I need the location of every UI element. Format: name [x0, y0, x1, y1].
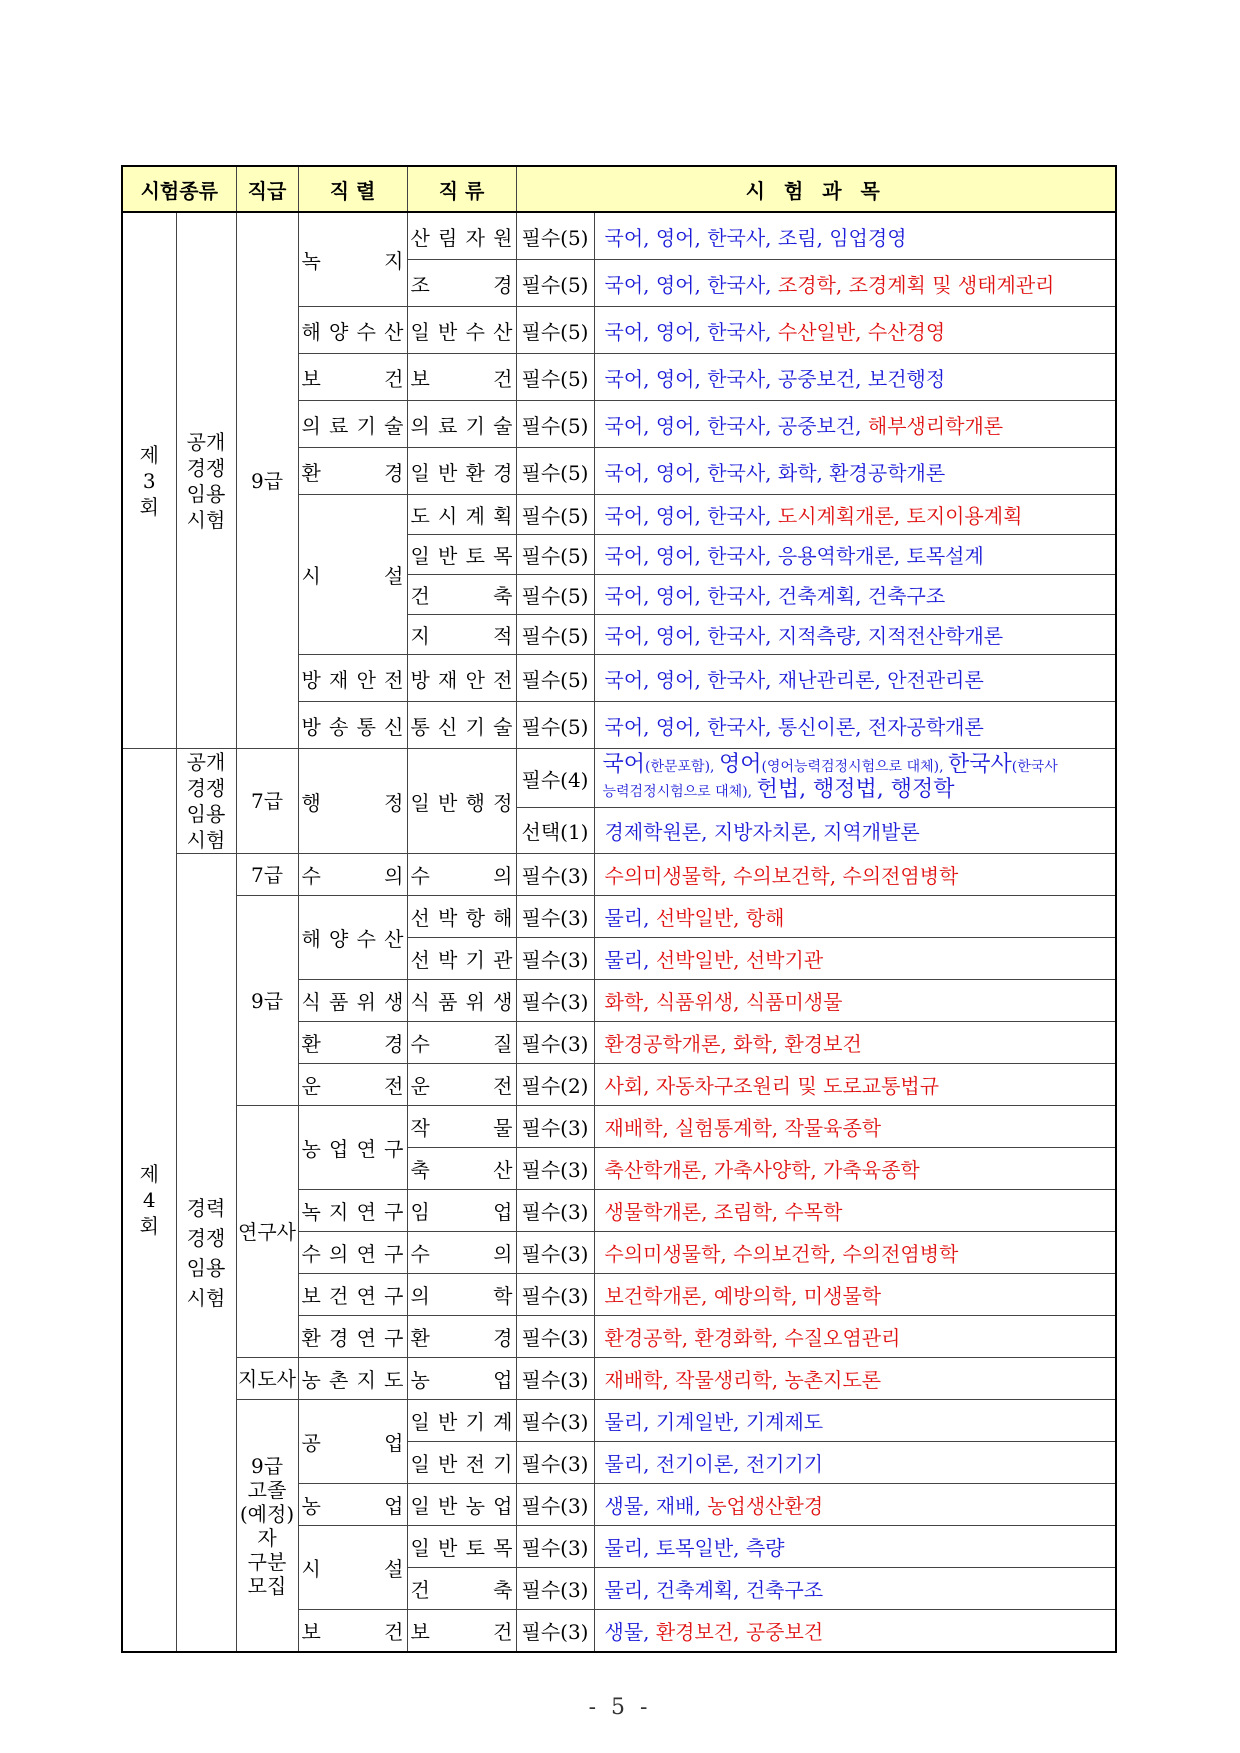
subject-text: 물리, 기계일반, 기계제도 — [604, 1410, 824, 1434]
subjects — [594, 1442, 1116, 1484]
subject-text: 국어, 영어, 한국사, — [604, 272, 778, 297]
subjects — [594, 1064, 1116, 1106]
subject-text: 국어, 영어, 한국사, — [604, 504, 778, 528]
grade-advisor: 지도사 — [236, 1358, 298, 1400]
series-broadcast: 방 송 통 신 — [298, 702, 407, 749]
subjects — [594, 655, 1116, 702]
required-count: 필수(3) — [516, 1316, 594, 1358]
subjects — [594, 401, 1116, 448]
series-facility-hs: 시 설 — [298, 1526, 407, 1610]
required-count: 필수(5) — [516, 354, 594, 401]
job-class: 일 반 토 목 — [407, 1526, 516, 1568]
required-count: 필수(3) — [516, 1274, 594, 1316]
header-series: 직 렬 — [298, 166, 407, 212]
subject-text: 조경학, 조경계획 및 생태계관리 — [777, 272, 1055, 297]
subject-text: 생물, 재배, — [604, 1494, 708, 1518]
grade-researcher: 연구사 — [236, 1106, 298, 1358]
job-class: 보 건 — [407, 354, 516, 401]
subject-text: 물리, 토목일반, 측량 — [604, 1536, 785, 1560]
subject-text: 물리, 전기이론, 전기기기 — [604, 1452, 824, 1476]
table-row — [122, 1106, 1116, 1148]
required-count: 필수(5) — [516, 535, 594, 575]
series-forest: 녹 지 — [298, 212, 407, 307]
job-class: 일 반 토 목 — [407, 535, 516, 575]
subjects — [594, 896, 1116, 938]
subjects — [594, 1526, 1116, 1568]
subjects — [594, 1316, 1116, 1358]
subjects — [594, 980, 1116, 1022]
subject-text: 국어, 영어, 한국사, 화학, 환경공학개론 — [604, 460, 946, 485]
subject-text: 국어, 영어, 한국사, 공중보건, 보건행정 — [604, 366, 946, 391]
table-row — [122, 1358, 1116, 1400]
required-count: 필수(5) — [516, 702, 594, 749]
subjects — [594, 354, 1116, 401]
job-class: 환 경 — [407, 1316, 516, 1358]
required-count: 필수(3) — [516, 1526, 594, 1568]
required-count: 필수(5) — [516, 307, 594, 354]
required-count: 필수(3) — [516, 1232, 594, 1274]
series-agri-research: 농 업 연 구 — [298, 1106, 407, 1190]
subject-text: 국어, 영어, 한국사, 건축계획, 건축구조 — [604, 584, 946, 608]
subject-text: 수의미생물학, 수의보건학, 수의전염병학 — [604, 864, 959, 888]
subject-text: 선박일반, 선박기관 — [655, 948, 824, 972]
job-class: 운 전 — [407, 1064, 516, 1106]
subjects — [594, 1232, 1116, 1274]
exam-type-open-3: 공개 경쟁 임용 시험 — [176, 212, 236, 749]
subject-text: (한문포함), — [645, 759, 719, 776]
exam-type-career: 경력 경쟁 임용 시험 — [176, 854, 236, 1653]
series-food: 식 품 위 생 — [298, 980, 407, 1022]
required-count: 필수(3) — [516, 1400, 594, 1442]
required-count: 필수(5) — [516, 575, 594, 615]
required-count: 필수(3) — [516, 1148, 594, 1190]
subject-text: 재배학, 작물생리학, 농촌지도론 — [604, 1368, 882, 1392]
required-count: 필수(4) — [516, 749, 594, 808]
job-class: 선 박 항 해 — [407, 896, 516, 938]
subjects — [594, 1400, 1116, 1442]
series-health-hs: 보 건 — [298, 1610, 407, 1653]
job-class: 일 반 환 경 — [407, 448, 516, 495]
subject-text: 생물, — [604, 1620, 656, 1644]
subject-text: 보건학개론, 예방의학, 미생물학 — [604, 1284, 882, 1308]
grade-7-career: 7급 — [236, 854, 298, 896]
required-count: 필수(3) — [516, 854, 594, 896]
subject-text: 해부생리학개론 — [867, 413, 1004, 438]
subjects — [594, 535, 1116, 575]
subjects — [594, 212, 1116, 260]
exam-type-open-4: 공개 경쟁 임용 시험 — [176, 749, 236, 854]
subjects-line-2 — [603, 778, 1116, 803]
header-job-class: 직 류 — [407, 166, 516, 212]
required-count: 필수(3) — [516, 1568, 594, 1610]
table-row — [122, 854, 1116, 896]
subject-text: 국어, 영어, 한국사, 지적측량, 지적전산학개론 — [604, 624, 1004, 648]
required-count: 필수(3) — [516, 1022, 594, 1064]
job-class: 선 박 기 관 — [407, 938, 516, 980]
required-count: 필수(5) — [516, 495, 594, 535]
subjects — [594, 1022, 1116, 1064]
subject-text: 도시계획개론, 토지이용계획 — [777, 504, 1023, 528]
series-driving: 운 전 — [298, 1064, 407, 1106]
series-green-research: 녹 지 연 구 — [298, 1190, 407, 1232]
table-row — [122, 749, 1116, 808]
job-class: 농 업 — [407, 1358, 516, 1400]
required-count: 필수(3) — [516, 1442, 594, 1484]
grade-7-open: 7급 — [236, 749, 298, 854]
series-medtech: 의 료 기 술 — [298, 401, 407, 448]
subject-text: 화학, 식품위생, 식품미생물 — [604, 990, 843, 1014]
elective-count: 선택(1) — [516, 808, 594, 854]
job-class: 건 축 — [407, 575, 516, 615]
job-class: 임 업 — [407, 1190, 516, 1232]
page-number: - 5 - — [588, 1695, 652, 1720]
header-exam-subjects: 시 험 과 목 — [516, 166, 1116, 212]
subject-text: 헌법, 행정법, 행정학 — [756, 777, 955, 803]
subject-text: 국어, 영어, 한국사, — [604, 319, 778, 344]
subject-text: 물리, 건축계획, 건축구조 — [604, 1578, 824, 1602]
job-class: 조 경 — [407, 260, 516, 307]
subject-text: 한국사 — [948, 752, 1012, 778]
subject-text: 국어, 영어, 한국사, 공중보건, — [604, 413, 868, 438]
subject-text: 수산일반, 수산경영 — [777, 319, 946, 344]
job-class: 수 의 — [407, 1232, 516, 1274]
subjects — [594, 1148, 1116, 1190]
subject-text: 농업생산환경 — [707, 1494, 824, 1518]
subjects — [594, 1358, 1116, 1400]
required-count: 필수(5) — [516, 448, 594, 495]
job-class: 일 반 기 계 — [407, 1400, 516, 1442]
job-class: 일 반 수 산 — [407, 307, 516, 354]
subject-text: 환경공학, 환경화학, 수질오염관리 — [604, 1326, 901, 1350]
job-class: 보 건 — [407, 1610, 516, 1653]
subject-text: 수의미생물학, 수의보건학, 수의전염병학 — [604, 1242, 959, 1266]
subjects — [594, 615, 1116, 655]
subjects — [594, 1190, 1116, 1232]
series-vet-research: 수 의 연 구 — [298, 1232, 407, 1274]
series-agri: 농 업 — [298, 1484, 407, 1526]
series-admin: 행 정 — [298, 749, 407, 854]
job-class: 통 신 기 술 — [407, 702, 516, 749]
series-env-research: 환 경 연 구 — [298, 1316, 407, 1358]
job-class: 식 품 위 생 — [407, 980, 516, 1022]
job-class: 건 축 — [407, 1568, 516, 1610]
subjects — [594, 575, 1116, 615]
series-disaster: 방 재 안 전 — [298, 655, 407, 702]
subjects-admin-required — [594, 749, 1116, 808]
subjects — [594, 448, 1116, 495]
subjects — [594, 938, 1116, 980]
required-count: 필수(5) — [516, 655, 594, 702]
header-grade: 직급 — [236, 166, 298, 212]
subjects — [594, 307, 1116, 354]
subjects — [594, 1484, 1116, 1526]
exam-round-3: 제 3 회 — [122, 212, 176, 749]
subjects — [594, 1610, 1116, 1653]
table-header-row — [122, 166, 1116, 212]
exam-round-4: 제 4 회 — [122, 749, 176, 1653]
job-class: 일 반 행 정 — [407, 749, 516, 854]
exam-subject-table — [121, 165, 1117, 1653]
required-count: 필수(3) — [516, 1358, 594, 1400]
grade-9: 9급 — [236, 212, 298, 749]
job-class: 방 재 안 전 — [407, 655, 516, 702]
subject-text: 선박일반, 항해 — [655, 906, 785, 930]
subjects — [594, 1106, 1116, 1148]
required-count: 필수(3) — [516, 980, 594, 1022]
header-exam-type: 시험종류 — [122, 166, 236, 212]
required-count: 필수(5) — [516, 615, 594, 655]
job-class: 일 반 농 업 — [407, 1484, 516, 1526]
subject-text: 물리, — [604, 906, 656, 930]
subject-text: (영어능력검정시험으로 대체), — [761, 759, 949, 776]
job-class: 도 시 계 획 — [407, 495, 516, 535]
series-vet: 수 의 — [298, 854, 407, 896]
subjects-admin-elective: 경제학원론, 지방자치론, 지역개발론 — [594, 808, 1116, 854]
subject-text: 물리, — [604, 948, 656, 972]
job-class: 작 물 — [407, 1106, 516, 1148]
subject-text: 환경공학개론, 화학, 환경보건 — [604, 1032, 862, 1056]
subject-text: 국어, 영어, 한국사, 조림, 임업경영 — [604, 225, 907, 250]
subjects — [594, 1568, 1116, 1610]
table-row — [122, 1400, 1116, 1442]
subject-text: 축산학개론, 가축사양학, 가축육종학 — [604, 1158, 920, 1182]
required-count: 필수(5) — [516, 212, 594, 260]
job-class: 축 산 — [407, 1148, 516, 1190]
subjects — [594, 854, 1116, 896]
subjects — [594, 1274, 1116, 1316]
subject-text: 능력검정시험으로 대체), — [602, 784, 757, 801]
series-rural: 농 촌 지 도 — [298, 1358, 407, 1400]
job-class: 일 반 전 기 — [407, 1442, 516, 1484]
series-health: 보 건 — [298, 354, 407, 401]
subjects — [594, 495, 1116, 535]
subjects — [594, 260, 1116, 307]
subject-text: 사회, 자동차구조원리 및 도로교통법규 — [604, 1074, 940, 1098]
required-count: 필수(3) — [516, 1610, 594, 1653]
grade-9-highschool: 9급 고졸 (예정)자 구분 모집 — [236, 1400, 298, 1653]
subject-text: 국어, 영어, 한국사, 응용역학개론, 토목설계 — [604, 544, 984, 568]
job-class: 지 적 — [407, 615, 516, 655]
job-class: 의 료 기 술 — [407, 401, 516, 448]
table-row — [122, 212, 1116, 260]
table-row — [122, 896, 1116, 938]
series-facility: 시 설 — [298, 495, 407, 655]
required-count: 필수(3) — [516, 1484, 594, 1526]
subject-text: 영어 — [718, 752, 762, 778]
series-ocean-4: 해 양 수 산 — [298, 896, 407, 980]
subject-text: 국어, 영어, 한국사, 통신이론, 전자공학개론 — [604, 714, 984, 739]
job-class: 의 학 — [407, 1274, 516, 1316]
series-health-research: 보 건 연 구 — [298, 1274, 407, 1316]
series-env: 환 경 — [298, 448, 407, 495]
required-count: 필수(3) — [516, 938, 594, 980]
subject-text: 환경보건, 공중보건 — [655, 1620, 824, 1644]
subject-text: 재배학, 실험통계학, 작물육종학 — [604, 1116, 882, 1140]
required-count: 필수(3) — [516, 1190, 594, 1232]
grade-9-career: 9급 — [236, 896, 298, 1106]
job-class: 수 의 — [407, 854, 516, 896]
series-env-4: 환 경 — [298, 1022, 407, 1064]
series-industry: 공 업 — [298, 1400, 407, 1484]
required-count: 필수(5) — [516, 260, 594, 307]
subjects-line-1 — [603, 753, 1116, 778]
subject-text: 국어 — [602, 752, 646, 778]
subjects — [594, 702, 1116, 749]
job-class: 산 림 자 원 — [407, 212, 516, 260]
subject-text: (한국사 — [1011, 759, 1058, 776]
required-count: 필수(3) — [516, 1106, 594, 1148]
subject-text: 국어, 영어, 한국사, 재난관리론, 안전관리론 — [604, 667, 984, 692]
subject-text: 생물학개론, 조림학, 수목학 — [604, 1200, 843, 1224]
series-ocean: 해 양 수 산 — [298, 307, 407, 354]
job-class: 수 질 — [407, 1022, 516, 1064]
required-count: 필수(2) — [516, 1064, 594, 1106]
required-count: 필수(5) — [516, 401, 594, 448]
required-count: 필수(3) — [516, 896, 594, 938]
